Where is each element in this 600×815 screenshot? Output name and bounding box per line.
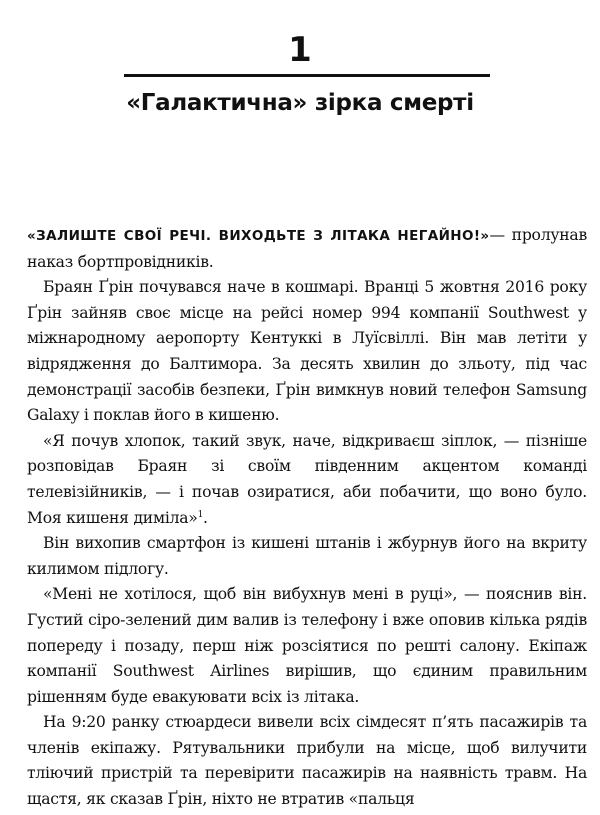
paragraph-1-rest: — пролунав наказ бортпровідників. (27, 226, 587, 271)
paragraph-1-lead: «ЗАЛИШТЕ СВОЇ РЕЧІ. ВИХОДЬТЕ З ЛІТАКА НЕГАЙНО!» (27, 228, 490, 244)
chapter-title: «Галактична» зірка смерті (126, 90, 474, 116)
paragraph-6: На 9:20 ранку стюардеси вивели всіх сімдесят п’ять пасажирів та членів екіпажу. Рятувальники прибули на місце, щоб вилучити тліючий пристрій та перевірити пасажирів на наявність травм. На щастя, як сказав Ґрін, ніхто не втратив «пальця (27, 713, 587, 809)
chapter-body (27, 223, 587, 813)
paragraph-3 (27, 429, 587, 531)
paragraph-2: Браян Ґрін почувався наче в кошмарі. Вранці 5 жовтня 2016 року Ґрін зайняв своє місце на рейсі номер 994 компанії Southwest у міжнародному аеропорту Кентуккі в Луїсвіллі. Він мав летіти у відрядження до Балтимора. За десять хвилин до зльоту, під час демонстрації засобів безпеки, Ґрін вимкнув новий телефон Samsung Galaxy і поклав його в кишеню. (27, 278, 587, 425)
paragraph-3-text: «Я почув хлопок, такий звук, наче, відкриваєш зіплок, — пізніше розповідав Браян зі своїм південним акцентом команді телевізійників, — і почав озиратися, аби побачити, що воно було. Моя кишеня диміла» (27, 431, 587, 527)
chapter-divider (124, 74, 490, 77)
paragraph-1 (27, 223, 587, 275)
paragraph-3-end: . (203, 508, 208, 527)
chapter-number: 1 (288, 30, 312, 70)
footnote-marker: 1 (197, 509, 204, 520)
paragraph-5: «Мені не хотілося, щоб він вибухнув мені в руці», — пояснив він. Густий сіро-зелений дим валив із телефону і вже оповив кілька рядів попереду і позаду, перш ніж розсіятися по решті салону. Екіпаж компанії Southwest Airlines вирішив, що єдиним правильним рішенням буде евакуювати всіх із літака. (27, 585, 587, 706)
paragraph-4: Він вихопив смартфон із кишені штанів і жбурнув його на вкриту килимом підлогу. (27, 534, 587, 578)
